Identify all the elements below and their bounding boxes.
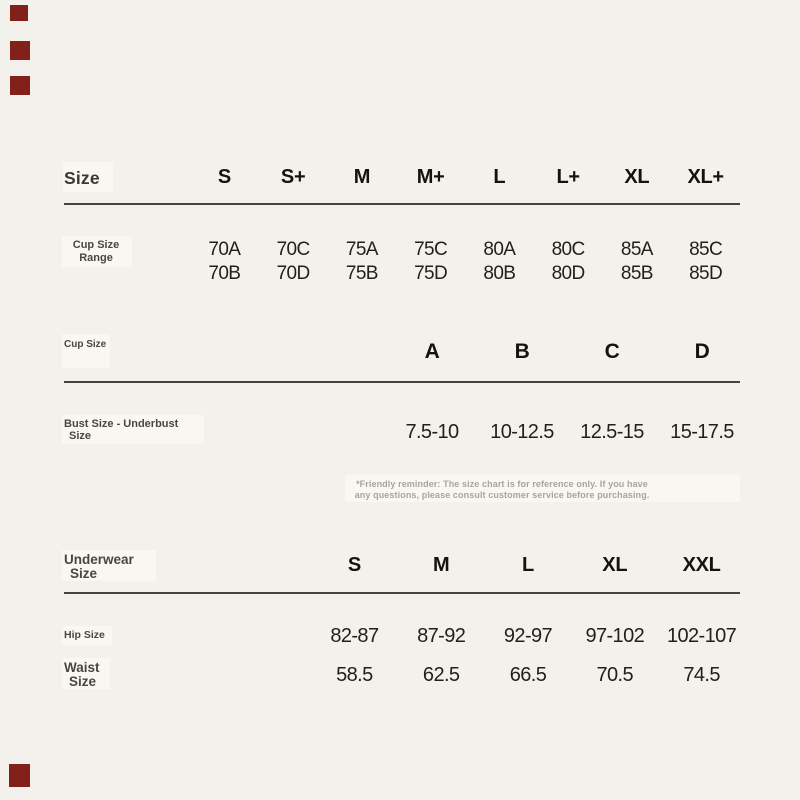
- cup-value: 85A: [620, 239, 653, 260]
- cup-size-range-label-line1: Cup Size: [72, 239, 120, 251]
- bust-size-label-line2: Size: [69, 430, 92, 442]
- waist-value: 62.5: [422, 664, 460, 686]
- underwear-col-header: L: [522, 554, 534, 576]
- cup-value: 80B: [483, 263, 516, 284]
- divider-line: [64, 592, 740, 594]
- red-square-decoration: [10, 76, 30, 95]
- underwear-col-header: XL: [602, 554, 628, 576]
- hip-size-label: Hip Size: [64, 629, 105, 641]
- cup-size-range-label-line2: Range: [79, 251, 113, 264]
- cup-size-value: C: [604, 340, 620, 363]
- size-col-header: L+: [556, 166, 580, 188]
- red-square-decoration: [10, 41, 30, 60]
- cup-size-value: A: [424, 340, 440, 363]
- red-square-decoration: [10, 5, 28, 21]
- cup-size-range-cell: [603, 238, 672, 286]
- bust-range-value: 7.5-10: [405, 421, 459, 443]
- underwear-table-title: [64, 553, 134, 581]
- cup-value: 75B: [345, 263, 378, 284]
- size-col-header: M+: [416, 166, 445, 188]
- bra-table-title: Size: [64, 168, 100, 188]
- size-col-header: XL: [624, 166, 650, 188]
- hip-size-row: [311, 624, 745, 648]
- cup-size-range-cell: [328, 238, 397, 286]
- friendly-reminder-note: [347, 479, 657, 500]
- waist-label-line1: Waist: [64, 660, 100, 675]
- cup-value: 85D: [689, 263, 723, 284]
- cup-size-range-cell: [190, 238, 259, 286]
- cup-size-range-cell: [465, 238, 534, 286]
- cup-value: 85B: [620, 263, 653, 284]
- size-col-header: S+: [280, 166, 306, 188]
- bust-size-row: [387, 420, 747, 444]
- cup-size-row: [387, 340, 747, 364]
- bra-size-header-row: [190, 163, 740, 191]
- hip-range-value: 82-87: [330, 625, 379, 647]
- cup-value: 75A: [345, 239, 378, 260]
- cup-size-value: D: [694, 340, 710, 363]
- cup-size-range-cell: [534, 238, 603, 286]
- red-square-decoration: [9, 764, 30, 787]
- cup-size-range-label: [64, 239, 128, 264]
- size-col-header: S: [217, 166, 231, 188]
- waist-size-label: [64, 661, 100, 689]
- cup-value: 80C: [551, 239, 585, 260]
- waist-value: 74.5: [683, 664, 720, 686]
- waist-value: 66.5: [509, 664, 547, 686]
- hip-range-value: 92-97: [503, 625, 553, 647]
- cup-value: 80A: [483, 239, 516, 260]
- divider-line: [64, 381, 740, 383]
- underwear-col-header: XXL: [682, 554, 721, 576]
- hip-range-value: 87-92: [417, 625, 466, 647]
- waist-value: 70.5: [596, 664, 634, 686]
- underwear-size-header-row: [311, 551, 745, 579]
- waist-label-line2: Size: [69, 674, 97, 689]
- reminder-line1: *Friendly reminder: The size chart is for reference only. If you have: [356, 479, 648, 489]
- cup-size-label: Cup Size: [64, 339, 107, 350]
- waist-value: 58.5: [336, 664, 373, 686]
- cup-size-range-cell: [671, 238, 740, 286]
- cup-value: 80D: [551, 263, 585, 284]
- bust-range-value: 15-17.5: [670, 421, 734, 443]
- cup-size-range-cell: [259, 238, 328, 286]
- size-col-header: XL+: [687, 166, 724, 188]
- reminder-line2: any questions, please consult customer service before purchasing.: [354, 489, 650, 500]
- bust-size-label-line1: Bust Size - Underbust: [64, 418, 179, 430]
- waist-size-row: [311, 663, 745, 687]
- underwear-col-header: M: [433, 554, 450, 576]
- underwear-col-header: S: [347, 554, 361, 576]
- size-col-header: L: [493, 166, 506, 188]
- size-col-header: M: [353, 166, 371, 188]
- hip-range-value: 97-102: [585, 625, 645, 647]
- cup-value: 85C: [689, 239, 723, 260]
- bust-range-value: 10-12.5: [490, 421, 554, 443]
- divider-line: [64, 203, 740, 205]
- cup-size-range-row: [190, 238, 740, 286]
- cup-size-value: B: [514, 340, 530, 363]
- cup-size-range-cell: [396, 238, 465, 286]
- bust-size-label: [64, 418, 204, 442]
- underwear-label-line1: Underwear: [64, 552, 134, 567]
- bust-range-value: 12.5-15: [580, 421, 644, 443]
- cup-value: 70C: [276, 239, 310, 260]
- hip-range-value: 102-107: [666, 625, 737, 647]
- cup-value: 75D: [414, 263, 448, 284]
- underwear-label-line2: Size: [70, 566, 98, 581]
- cup-value: 70B: [208, 263, 241, 284]
- cup-value: 75C: [414, 239, 448, 260]
- cup-value: 70D: [276, 263, 310, 284]
- cup-value: 70A: [208, 239, 241, 260]
